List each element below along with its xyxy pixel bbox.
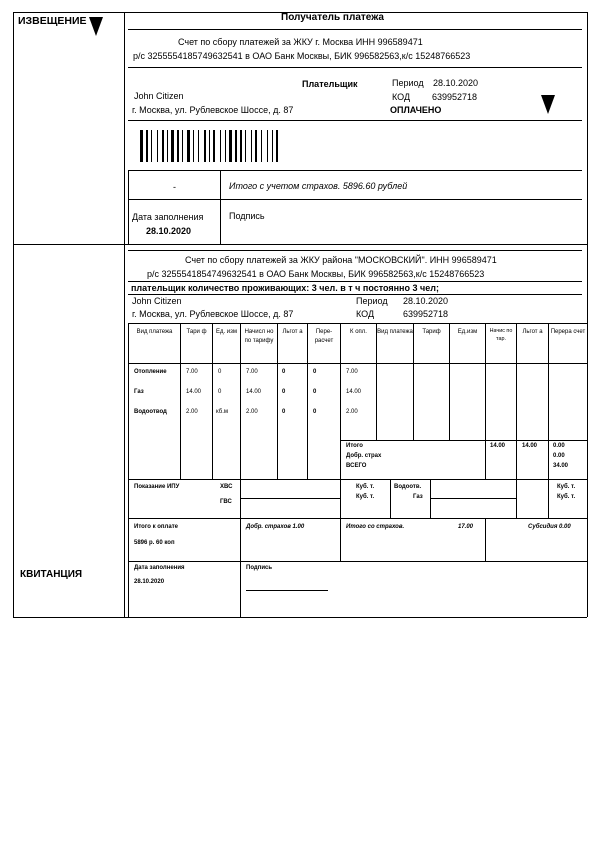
col-line (240, 323, 241, 479)
row-accrued: 7.00 (246, 369, 258, 375)
barcode-bar (276, 130, 278, 162)
barcode-bar (167, 130, 168, 162)
receipt-payer-address: г. Москва, ул. Рублевское Шоссе, д. 87 (132, 309, 294, 319)
receipt-top-line (128, 250, 582, 251)
triangle-down-icon (541, 95, 555, 114)
row-name: Водоотвод (134, 409, 167, 415)
summary-total-label: Итого (346, 443, 363, 449)
table-left (128, 323, 129, 617)
col-line (212, 323, 213, 479)
summary-benefit: 14.00 (522, 443, 538, 449)
row-recalc: 0 (313, 409, 317, 415)
notice-label: ИЗВЕЩЕНИЕ (18, 15, 87, 27)
receipt-code-value: 639952718 (403, 309, 449, 319)
meter-water-disposal: Водоотв. (394, 484, 422, 490)
fill-date-label: Дата заполнения (132, 212, 204, 222)
totals-col-line (240, 518, 241, 617)
row-pay: 7.00 (346, 369, 358, 375)
period-label: Период (392, 78, 424, 88)
header-tariff: Тари ф (186, 329, 207, 335)
meter-cubic: Куб. т. (557, 494, 576, 500)
meter-gvs: ГВС (220, 499, 232, 505)
col-line (485, 323, 486, 479)
table-top (128, 323, 587, 324)
total-with-insurance-value: 17.00 (458, 524, 474, 530)
dash: - (173, 182, 176, 192)
header-benefit: Льгот а (282, 329, 303, 335)
col-line (277, 323, 278, 479)
meter-col-line (390, 479, 391, 518)
receipt-signature-label: Подпись (246, 565, 273, 571)
paid-status: ОПЛАЧЕНО (390, 105, 442, 115)
header-to-pay: К опл. (350, 329, 367, 335)
summary-insurance-label: Добр. страх (346, 453, 382, 459)
summary-recalc: 34.00 (553, 463, 569, 469)
row-accrued: 2.00 (246, 409, 258, 415)
notice-bill-line2: р/с 3255554185749632541 в ОАО Банк Москвы, БИК 996582563,к/с 15248766523 (133, 51, 471, 61)
signature-line (246, 590, 328, 591)
bill-underline (128, 67, 582, 68)
recipient-header: Получатель платежа (281, 12, 384, 23)
barcode-bar (177, 130, 179, 162)
receipt-fill-date-value: 28.10.2020 (134, 579, 165, 585)
header-accrued-2: Начис по тар. (489, 328, 513, 342)
triangle-down-icon (89, 17, 103, 36)
code-label: КОД (392, 92, 411, 102)
row-name: Отопление (134, 369, 167, 375)
col-line (180, 323, 181, 479)
barcode-bar (171, 130, 174, 162)
receipt-fill-date-label: Дата заполнения (134, 565, 185, 571)
barcode-bar (193, 130, 194, 162)
address-underline (128, 120, 582, 121)
col-line (376, 323, 377, 440)
barcode-bar (267, 130, 268, 162)
totals-col-line (340, 518, 341, 561)
header-payment-type-2: Вид платежа (377, 329, 413, 335)
code-value: 639952718 (432, 92, 478, 102)
receipt-bill-line2: р/с 3255541854749632541 в ОАО Банк Москвы, БИК 996582563,к/с 15248766523 (147, 269, 485, 279)
table-body-bottom (128, 479, 587, 480)
barcode-bar (204, 130, 206, 162)
total-with-insurance-label: Итого со страхов. (346, 524, 405, 530)
row-pay: 14.00 (346, 389, 362, 395)
col-line (449, 323, 450, 440)
notice-bill-line1: Счет по сбору платежей за ЖКУ г. Москва ИНН 996589471 (178, 37, 423, 47)
section-divider (13, 244, 587, 245)
barcode-bar (213, 130, 215, 162)
row-benefit: 0 (282, 389, 286, 395)
barcode-bar (140, 130, 143, 162)
table-header-bottom (128, 363, 587, 364)
row-accrued: 14.00 (246, 389, 262, 395)
barcode-bar (225, 130, 226, 162)
header-unit-2: Ед.изм (457, 329, 478, 335)
col-line (340, 323, 341, 479)
header-accrued: Начисл но по тарифу (244, 329, 274, 344)
receipt-bill-line1: Счет по сбору платежей за ЖКУ района "МОСКОВСКИЙ". ИНН 996589471 (185, 255, 497, 265)
totals-top (128, 170, 582, 171)
barcode-bar (251, 130, 252, 162)
recipient-underline (128, 29, 582, 30)
barcode-bar (146, 130, 148, 162)
meter-gas: Газ (413, 494, 423, 500)
signature-label: Подпись (229, 211, 265, 221)
payer-label: Плательщик (302, 79, 358, 89)
header-unit: Ед. изм (215, 329, 238, 335)
totals-mid (220, 170, 221, 244)
total-with-insurance: Итого с учетом страхов. 5896.60 рублей (229, 181, 408, 191)
payer-address: г. Москва, ул. Рублевское Шоссе, д. 87 (132, 105, 294, 115)
meter-hvs: ХВС (220, 484, 233, 490)
header-recalc-2: Перера счет (550, 329, 586, 335)
summary-recalc: 0.00 (553, 443, 565, 449)
row-recalc: 0 (313, 389, 317, 395)
barcode-bar (157, 130, 158, 162)
barcode-bar (235, 130, 237, 162)
row-unit: 0 (218, 369, 222, 375)
frame-bottom (13, 617, 587, 618)
row-recalc: 0 (313, 369, 317, 375)
meter-mid-line (430, 498, 516, 499)
row-pay: 2.00 (346, 409, 358, 415)
barcode-bar (187, 130, 190, 162)
meter-cubic: Куб. т. (356, 484, 375, 490)
row-benefit: 0 (282, 369, 286, 375)
frame-left (13, 12, 14, 617)
barcode-bar (198, 130, 199, 162)
totals-col-line (485, 518, 486, 561)
row-unit: кб.м (216, 409, 228, 415)
voluntary-insurance: Добр. страхов 1.00 (246, 524, 305, 530)
barcode (140, 130, 300, 162)
meter-col-line (548, 479, 549, 518)
header-tariff-2: Тариф (422, 329, 441, 335)
total-pay-label: Итого к оплате (134, 524, 178, 530)
frame-right (587, 12, 588, 617)
total-pay-value: 5896 р. 60 коп (134, 540, 175, 546)
meter-bottom (128, 518, 587, 519)
receipt-payer-line: плательщик количество проживающих: 3 чел. в т ч постоянно 3 чел; (131, 283, 439, 293)
totals-mid-line (128, 199, 582, 200)
subsidy: Субсидия 0.00 (528, 524, 571, 530)
meter-col-line (340, 479, 341, 518)
meter-cubic: Куб. т. (557, 484, 576, 490)
meter-mid-line (240, 498, 340, 499)
meter-col-line (516, 479, 517, 518)
row-name: Газ (134, 389, 144, 395)
receipt-label: КВИТАНЦИЯ (20, 569, 83, 580)
barcode-bar (162, 130, 164, 162)
barcode-bar (151, 130, 152, 162)
row-benefit: 0 (282, 409, 286, 415)
row-tariff: 7.00 (186, 369, 198, 375)
column-divider (124, 12, 125, 617)
summary-accrued: 14.00 (490, 443, 506, 449)
receipt-code-label: КОД (356, 309, 375, 319)
meter-label: Показание ИПУ (134, 484, 180, 490)
row-tariff: 14.00 (186, 389, 202, 395)
totals-row-bottom (128, 561, 587, 562)
receipt-period-label: Период (356, 296, 388, 306)
receipt-payer-underline (128, 294, 582, 295)
receipt-payer-name: John Citizen (132, 296, 182, 306)
barcode-bar (209, 130, 210, 162)
header-benefit-2: Льгот а (522, 329, 543, 335)
row-unit: 0 (218, 389, 222, 395)
header-recalc: Пере- расчет (314, 329, 334, 344)
summary-grand-label: ВСЕГО (346, 463, 367, 469)
barcode-bar (272, 130, 273, 162)
summary-recalc: 0.00 (553, 453, 565, 459)
barcode-bar (255, 130, 257, 162)
barcode-bar (261, 130, 262, 162)
payer-name: John Citizen (134, 91, 184, 101)
barcode-bar (220, 130, 221, 162)
col-line (413, 323, 414, 440)
col-line (307, 323, 308, 479)
period-value: 28.10.2020 (433, 78, 479, 88)
receipt-period-value: 28.10.2020 (403, 296, 449, 306)
col-line (548, 323, 549, 479)
totals-left (128, 170, 129, 244)
meter-cubic: Куб. т. (356, 494, 375, 500)
barcode-bar (182, 130, 183, 162)
header-payment-type: Вид платежа (136, 329, 173, 335)
barcode-bar (245, 130, 246, 162)
receipt-bill-underline (128, 281, 582, 282)
summary-top (340, 440, 587, 441)
fill-date-value: 28.10.2020 (146, 226, 192, 236)
row-tariff: 2.00 (186, 409, 198, 415)
barcode-bar (240, 130, 242, 162)
col-line (516, 323, 517, 479)
barcode-bar (229, 130, 232, 162)
